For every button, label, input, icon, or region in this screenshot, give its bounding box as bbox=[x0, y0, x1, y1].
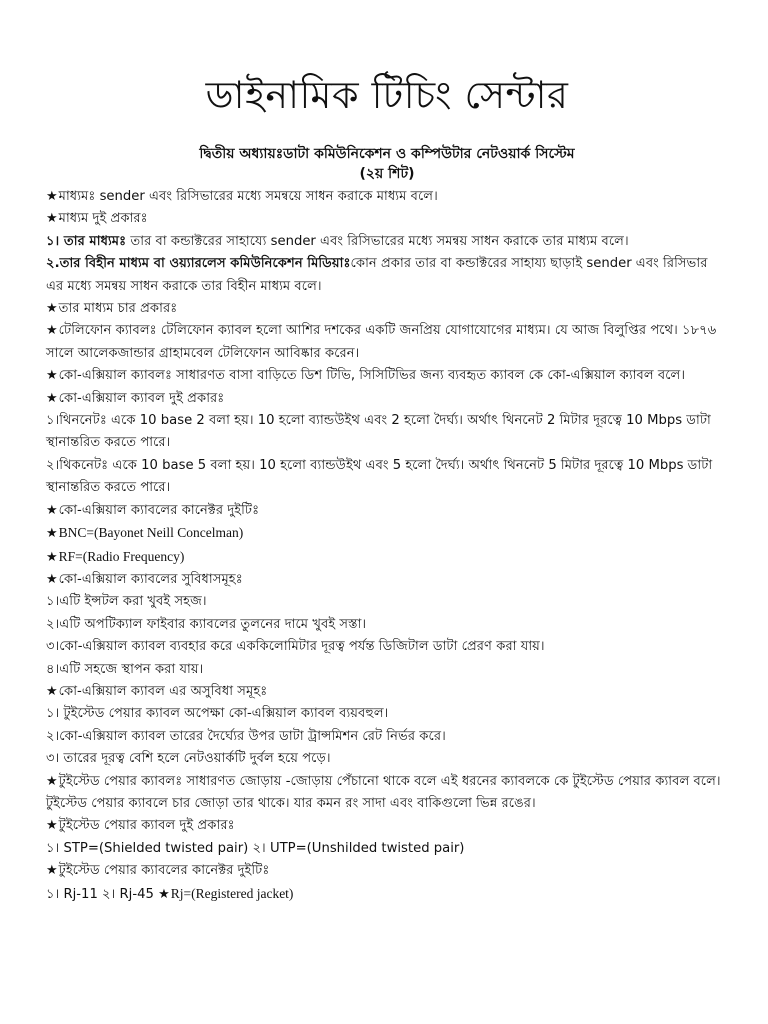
text-line: ★টুইস্টেড পেয়ার ক্যাবলঃ সাধারণত জোড়ায় -জোড়ায় পেঁচানো থাকে বলে এই ধরনের ক্যাবলকে কে টুইস্টেড পেয়ার ক্যাবল বলে। টুইস্টেড পেয়ার ক্যাবলে চার জোড়া তার থাকে। যার কমন রং সাদা এবং বাকিগুলো ভিন্ন রঙের। bbox=[46, 773, 721, 811]
star-icon: ★ bbox=[46, 773, 58, 789]
term-heading: ২.তার বিহীন মাধ্যম বা ওয়্যারলেস কমিউনিকেশন মিডিয়াঃ bbox=[46, 256, 351, 272]
text-line: ★মাধ্যমঃ sender এবং রিসিভারের মধ্যে সমন্বয়ে সাধন করাকে মাধ্যম বলে। bbox=[46, 189, 438, 204]
star-icon: ★ bbox=[46, 571, 58, 587]
text-line: ★তার মাধ্যম চার প্রকারঃ bbox=[46, 301, 178, 317]
text-line: ★টুইস্টেড পেয়ার ক্যাবল দুই প্রকারঃ bbox=[46, 818, 235, 834]
text-line: ★কো-এক্সিয়াল ক্যাবল এর অসুবিধা সমূহঃ bbox=[46, 683, 268, 699]
text-line: ১। টুইস্টেড পেয়ার ক্যাবল অপেক্ষা কো-এক্সিয়াল ক্যাবল ব্যয়বহুল। bbox=[46, 706, 389, 722]
text-line: ১।থিননেটঃ একে 10 base 2 বলা হয়। 10 হলো ব্যান্ডউইথ এবং 2 হলো দৈর্ঘ্য। অর্থাৎ থিননেট 2 মিটার দূরত্বে 10 Mbps ডাটা স্থানান্তরিত করতে পারে। bbox=[46, 413, 711, 451]
text-line: ২।থিকনেটঃ একে 10 base 5 বলা হয়। 10 হলো ব্যান্ডউইথ এবং 5 হলো দৈর্ঘ্য। অর্থাৎ থিননেট 5 মিটার দূরত্বে 10 Mbps ডাটা স্থানান্তরিত করতে পারে। bbox=[46, 457, 713, 496]
text-line: ★কো-এক্সিয়াল ক্যাবলের কানেক্টর দুইটিঃ bbox=[46, 502, 260, 518]
text-line: ৩।কো-এক্সিয়াল ক্যাবল ব্যবহার করে এককিলোমিটার দূরত্ব পর্যন্ত ডিজিটাল ডাটা প্রেরণ করা যায়। bbox=[46, 639, 545, 655]
text-line: ৪।এটি সহজে স্থাপন করা যায়। bbox=[46, 661, 204, 677]
star-icon: ★ bbox=[46, 863, 58, 879]
star-icon: ★ bbox=[158, 886, 170, 902]
text-line: ★কো-এক্সিয়াল ক্যাবল দুই প্রকারঃ bbox=[46, 390, 225, 406]
star-icon: ★ bbox=[46, 390, 58, 406]
star-icon: ★ bbox=[46, 502, 58, 518]
sheet-label: (২য় শিট) bbox=[359, 166, 415, 182]
text-line: ★টেলিফোন ক্যাবলঃ টেলিফোন ক্যাবল হলো আশির দশকের একটি জনপ্রিয় যোগাযোগের মাধ্যম। যে আজ বিলুপ্তির পথে। ১৮৭৬ সালে আলেকজান্ডার গ্রাহামবেল টেলিফোন আবিষ্কার করেন। bbox=[46, 323, 717, 361]
star-icon: ★ bbox=[46, 818, 58, 834]
term-heading: ১। তার মাধ্যমঃ bbox=[46, 233, 127, 249]
text-line: ★RF=(Radio Frequency) bbox=[46, 548, 185, 565]
text-line: ★কো-এক্সিয়াল ক্যাবলঃ সাধারণত বাসা বাড়িতে ডিশ টিভি, সিসিটিভির জন্য ব্যবহৃত ক্যাবল কে কো-এক্সিয়াল ক্যাবল বলে। bbox=[46, 368, 686, 384]
star-icon: ★ bbox=[46, 368, 58, 384]
text-line: ২.তার বিহীন মাধ্যম বা ওয়্যারলেস কমিউনিকেশন মিডিয়াঃকোন প্রকার তার বা কন্ডাক্টরের সাহায্য ছাড়াই sender এবং রিসিভার এর মধ্যে সমন্বয় সাধন করাকে তার বিহীন মাধ্যম বলে। bbox=[46, 256, 708, 294]
star-icon: ★ bbox=[46, 323, 58, 339]
text-line: ১। STP=(Shielded twisted pair) ২। UTP=(Unshilded twisted pair) bbox=[46, 840, 465, 856]
text-line: ৩। তারের দূরত্ব বেশি হলে নেটওয়ার্কটি দুর্বল হয়ে পড়ে। bbox=[46, 751, 331, 767]
page-title: ডাইনামিক টিচিং সেন্টার bbox=[205, 73, 569, 117]
document-body bbox=[46, 186, 728, 906]
text-line: ★টুইস্টেড পেয়ার ক্যাবলের কানেক্টর দুইটিঃ bbox=[46, 863, 270, 879]
text-line: ২।এটি অপটিক্যাল ফাইবার ক্যাবলের তুলনের দামে খুবই সস্তা। bbox=[46, 616, 367, 632]
star-icon: ★ bbox=[46, 683, 58, 699]
star-icon: ★ bbox=[46, 526, 58, 542]
text-line: ★কো-এক্সিয়াল ক্যাবলের সুবিধাসমূহঃ bbox=[46, 571, 243, 587]
text-line: ২।কো-এক্সিয়াল ক্যাবল তারের দৈর্ঘ্যের উপর ডাটা ট্রান্সমিশন রেট নির্ভর করে। bbox=[46, 728, 446, 744]
star-icon: ★ bbox=[46, 301, 58, 317]
star-icon: ★ bbox=[46, 549, 58, 565]
text-line: ★মাধ্যম দুই প্রকারঃ bbox=[46, 211, 148, 227]
star-icon: ★ bbox=[46, 189, 58, 204]
text-line: ১। Rj-11 ২। Rj-45 ★Rj=(Registered jacket) bbox=[46, 885, 294, 902]
text-line: ১।এটি ইন্সটল করা খুবই সহজ। bbox=[46, 594, 207, 610]
text-line: ১। তার মাধ্যমঃ তার বা কন্ডাক্টরের সাহায্যে sender এবং রিসিভারের মধ্যে সমন্বয় সাধন করাকে তার মাধ্যম বলে। bbox=[46, 233, 629, 249]
chapter-subtitle: দ্বিতীয় অধ্যায়ঃডাটা কমিউনিকেশন ও কম্পিউটার নেটওয়ার্ক সিস্টেম bbox=[199, 146, 575, 162]
star-icon: ★ bbox=[46, 211, 58, 227]
text-line: ★BNC=(Bayonet Neill Concelman) bbox=[46, 525, 244, 542]
